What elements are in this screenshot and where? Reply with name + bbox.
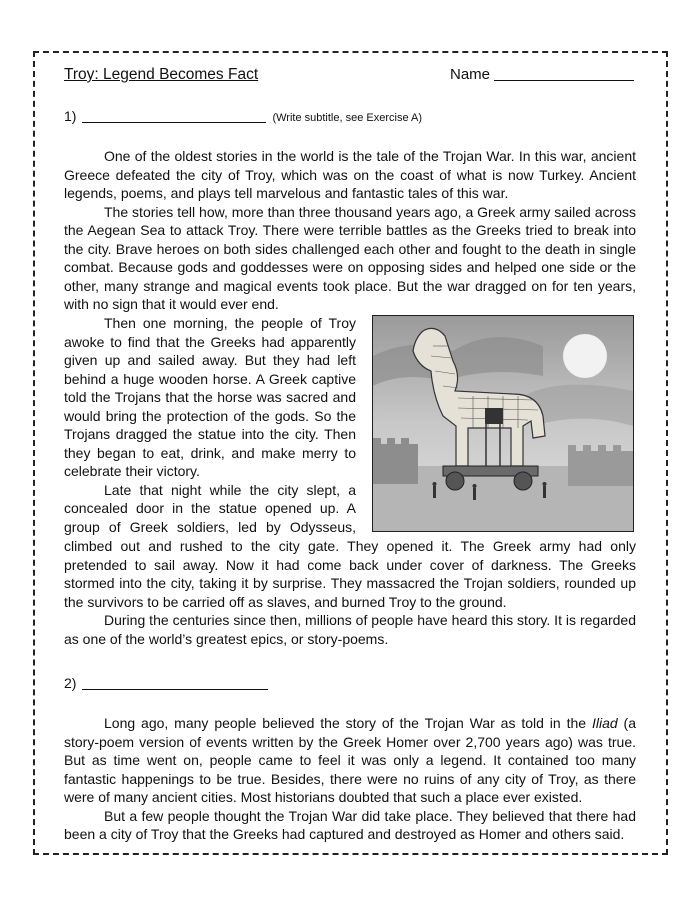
question-2-number: 2) <box>64 675 77 691</box>
trojan-horse-image <box>373 316 633 531</box>
paragraph: climbed out and rushed to the city gate. They opened it. The Greek army had only pretended to sail away. Now it had come back under cover of darkness. The Greeks stormed into the city, taking it by surprise. They massacred the Trojan soldiers, rounded up the survivors to be carried off as slaves, and burned Troy to the ground. <box>64 538 636 610</box>
column-text <box>64 314 356 536</box>
section-1-continued <box>64 537 636 648</box>
question-1-hint: (Write subtitle, see Exercise A) <box>272 112 423 124</box>
paragraph: Late that night while the city slept, a concealed door in the statue opened up. A group of Greek soldiers, led by Odysseus, <box>64 481 356 535</box>
question-1-number: 1) <box>64 108 77 124</box>
page-title: Troy: Legend Becomes Fact <box>64 66 259 83</box>
paragraph: Then one morning, the people of Troy awoke to find that the Greeks had apparently given up and sailed away. But they had left behind a huge wooden horse. A Greek captive told the Trojans that the horse was sacred and would bring the protection of the gods. So the Trojans dragged the statue into the city. Then they began to eat, drink, and make merry to celebrate their victory. <box>64 315 356 479</box>
paragraph <box>64 714 636 807</box>
paragraph-text: (a story-poem version of events written by the Greek Homer over 2,700 years ago) was true. But as time went on, people came to feel it was only a legend. It contained too many fantastic happenings to be true. Besides, there were no ruins of any city of Troy, as there were of many ancient cities. Most historians doubted that such a place ever existed. <box>64 715 636 805</box>
question-1 <box>64 108 422 124</box>
name-label: Name <box>450 66 491 83</box>
paragraph: During the centuries since then, millions of people have heard this story. It is regarded as one of the world’s greatest epics, or story-poems. <box>64 612 636 647</box>
paragraph-text: Long ago, many people believed the story of the Trojan War as told in the <box>104 715 592 731</box>
section-2-text <box>64 714 636 844</box>
name-blank[interactable] <box>494 66 634 81</box>
name-field[interactable] <box>450 66 634 83</box>
question-1-blank[interactable] <box>82 109 266 123</box>
italic-title: Iliad <box>591 715 618 731</box>
question-2 <box>64 675 268 691</box>
section-1-text <box>64 147 636 314</box>
question-2-blank[interactable] <box>82 676 268 690</box>
trojan-horse-illustration <box>372 315 634 532</box>
paragraph: One of the oldest stories in the world is the tale of the Trojan War. In this war, ancient Greece defeated the city of Troy, which was on the coast of what is now Turkey. Ancient legends, poems, and plays tell marvelous and fantastic tales of this war. <box>64 148 636 201</box>
paragraph: But a few people thought the Trojan War did take place. They believed that there had been a city of Troy that the Greeks had captured and destroyed as Homer and others said. <box>64 807 636 842</box>
paragraph: The stories tell how, more than three thousand years ago, a Greek army sailed across the Aegean Sea to attack Troy. There were terrible battles as the Greeks tried to break into the city. Brave heroes on both sides challenged each other and fought to the death in single combat. Because gods and goddesses were on opposing sides and helped one side or the other, many strange and magical events took place. But the war dragged on for ten years, with no sign that it would ever end. <box>64 203 636 312</box>
